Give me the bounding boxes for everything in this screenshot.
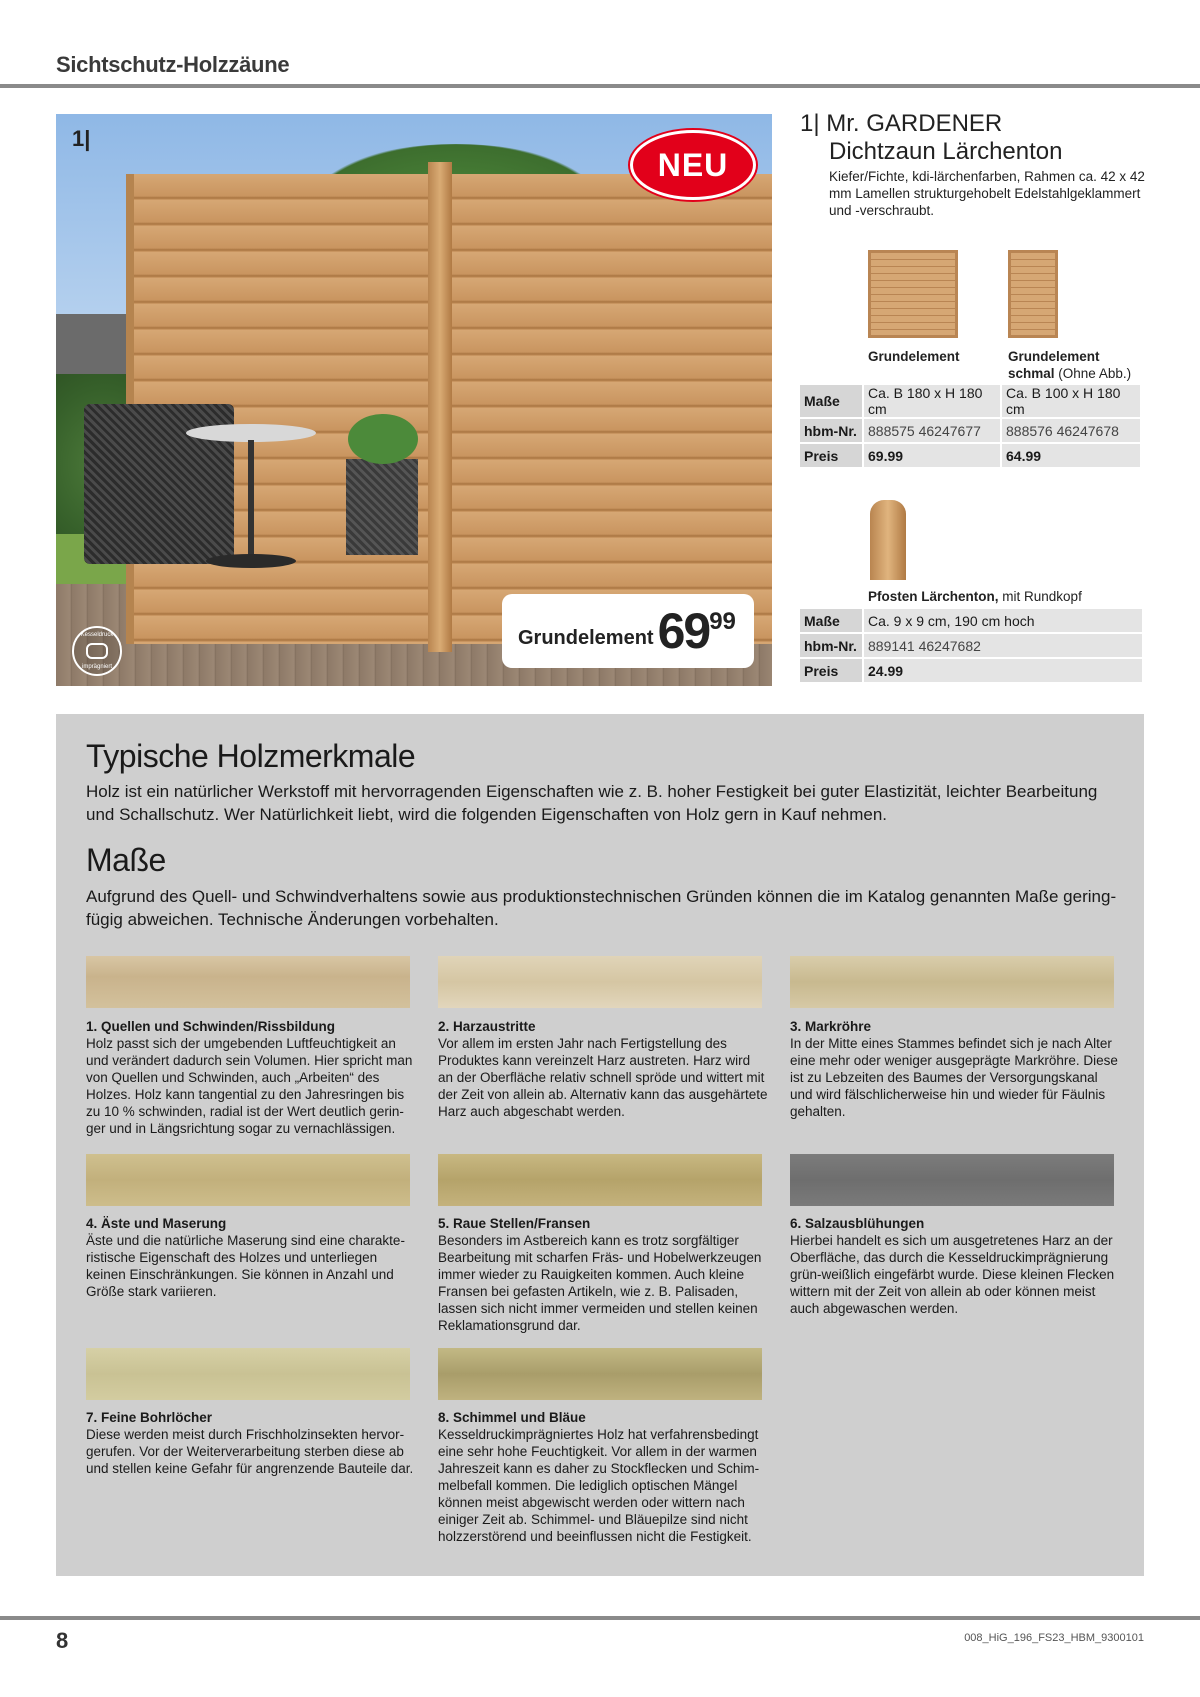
property-text: Diese werden meist durch Frischholzinsekten hervorgerufen. Vor der Weiterverarbeitung sterben diese ab und stellen keine Gefahr für angrenzende Bauteile dar. <box>86 1427 414 1476</box>
plant-pot <box>346 459 418 555</box>
property-title: 4. Äste und Maserung <box>86 1216 227 1231</box>
spec-key: Maße <box>800 609 862 632</box>
price-tag-label: Grundelement <box>518 626 654 649</box>
property-text: Äste und die natürliche Maserung sind eine charakteristische Eigenschaft des Holzes und unterliegen keinen Einschränkungen. Sie können in Anzahl und Größe stark variieren. <box>86 1233 405 1299</box>
property-item <box>438 1018 768 1120</box>
spec-value: 888576 46247678 <box>1002 419 1140 442</box>
spec-value: Ca. B 100 x H 180 cm <box>1002 385 1140 417</box>
wood-sample-mould <box>438 1348 762 1400</box>
property-item <box>790 1018 1120 1120</box>
spec-table-fence <box>798 383 1142 469</box>
property-item <box>438 1215 768 1334</box>
product-title: Dichtzaun Lärchenton <box>829 138 1063 165</box>
property-title: 8. Schimmel und Bläue <box>438 1410 586 1425</box>
table-row <box>800 419 1140 442</box>
property-title: 7. Feine Bohrlöcher <box>86 1410 213 1425</box>
wood-sample-salt <box>790 1154 1114 1206</box>
wood-sample-resin <box>438 956 762 1008</box>
column-head-grundelement: Grundelement <box>868 349 960 364</box>
wood-sample-pith <box>790 956 1114 1008</box>
seal-text-bottom: imprägniert <box>81 664 112 670</box>
bistro-table-leg <box>248 440 254 560</box>
page-number: 8 <box>56 1628 69 1653</box>
property-item <box>86 1018 416 1137</box>
bistro-table-base <box>206 554 296 568</box>
table-row <box>800 385 1140 417</box>
heading-dimensions: Maße <box>86 842 166 878</box>
column-head-text-line2: schmal <box>1008 366 1055 381</box>
property-title: 6. Salzausblühungen <box>790 1216 925 1231</box>
table-row <box>800 634 1142 657</box>
spec-key: hbm-Nr. <box>800 419 862 442</box>
spec-price: 24.99 <box>864 659 1142 682</box>
thumbnail-post <box>870 500 906 580</box>
property-text: Hierbei handelt es sich um ausgetretenes Harz an der Oberfläche, das durch die Kesseldruckimprägnierung grün-weißlich eingefärbt wurde. Diese kleinen Flecken wittern mit der Zeit von allein ab oder können meist auch abgewaschen werden. <box>790 1233 1115 1316</box>
property-item <box>790 1215 1120 1317</box>
heading-wood-characteristics: Typische Holzmerkmale <box>86 738 416 774</box>
catalog-code: 008_HiG_196_FS23_HBM_9300101 <box>964 1632 1144 1644</box>
paragraph-wood-characteristics: Holz ist ein natürlicher Werkstoff mit hervorragenden Eigenschaften wie z. B. hoher Festigkeit bei guter Elastizität, leichter Bearbeitung und Schallschutz. Wer Natürlichkeit liebt, wird die folgenden Eigenschaften von Holz gern in Kauf nehmen. <box>86 782 1098 824</box>
property-title: 2. Harzaustritte <box>438 1019 536 1034</box>
header-divider <box>0 84 1200 88</box>
property-item <box>86 1215 416 1300</box>
fence-post <box>428 162 452 652</box>
table-row <box>800 444 1140 467</box>
spec-value: Ca. 9 x 9 cm, 190 cm hoch <box>864 609 1142 632</box>
impregnation-seal-icon <box>72 626 122 676</box>
thumbnail-grundelement <box>868 250 958 338</box>
property-text: In der Mitte eines Stammes befindet sich je nach Alter eine mehr oder weniger ausgeprägte Markröhre. Diese ist zu Lebzeiten des Baumes der Versorgungskanal und wird fälschlicherweise hin und wieder für Fäulnis gehalten. <box>790 1036 1118 1119</box>
price-tag-cents: 99 <box>709 608 736 635</box>
post-head-text: Pfosten Lärchenton, <box>868 589 999 604</box>
seal-text-top: Kesseldruck <box>80 632 114 638</box>
new-badge-text: NEU <box>657 146 729 183</box>
spec-key: Preis <box>800 444 862 467</box>
spec-table-post <box>798 607 1144 684</box>
price-tag <box>502 594 754 668</box>
footer-divider <box>0 1616 1200 1620</box>
property-item <box>438 1409 768 1545</box>
spec-key: Maße <box>800 385 862 417</box>
property-text: Besonders im Astbereich kann es trotz sorgfältiger Bearbeitung mit scharfen Fräs- und Hobelwerkzeugen immer wieder zu Rauigkeiten kommen. Auch kleine Fransen bei gefasten Artikeln, wie z. B. Palisaden, lassen sich nicht immer vermeiden und stellen keinen Reklamationsgrund dar. <box>438 1233 762 1333</box>
column-head-note: (Ohne Abb.) <box>1058 366 1132 381</box>
price-tag-euros: 69 <box>657 603 710 659</box>
spec-value: Ca. B 180 x H 180 cm <box>864 385 1000 417</box>
post-head-note: mit Rundkopf <box>1002 589 1082 604</box>
column-head-grundelement-schmal <box>1008 348 1131 382</box>
section-title: Sichtschutz-Holzzäune <box>56 52 290 77</box>
spec-key: hbm-Nr. <box>800 634 862 657</box>
wood-sample-cracks <box>86 956 410 1008</box>
thumbnail-grundelement-schmal <box>1008 250 1058 338</box>
property-text: Vor allem im ersten Jahr nach Fertigstellung des Produktes kann vereinzelt Harz austreten. Harz wird an der Oberfläche relativ schnell spröde und wittert mit der Zeit von allein ab. Alternativ kann das ausgehärtete Harz auch abgeschabt werden. <box>438 1036 768 1119</box>
spec-value: 889141 46247682 <box>864 634 1142 657</box>
product-brand: 1| Mr. GARDENER <box>800 110 1003 137</box>
table-row <box>800 609 1142 632</box>
product-description: Kiefer/Fichte, kdi-lärchenfarben, Rahmen ca. 42 x 42 mm Lamellen strukturgehobelt Edelstahlgeklammert und -verschraubt. <box>829 169 1145 218</box>
spec-value: 888575 46247677 <box>864 419 1000 442</box>
property-title: 1. Quellen und Schwinden/Rissbildung <box>86 1019 336 1034</box>
property-title: 3. Markröhre <box>790 1019 872 1034</box>
spec-price: 64.99 <box>1002 444 1140 467</box>
wood-sample-knots <box>86 1154 410 1206</box>
property-text: Holz passt sich der umgebenden Luftfeuchtigkeit an und verändert dadurch sein Volumen. Hier spricht man von Quellen und Schwinden, auch „Arbeiten“ des Holzes. Holz kann tangential zu den Jahresringen bis zu 10 % schwinden, radial ist der Wert deutlich geringer und in Längsrichtung sogar zu vernachlässigen. <box>86 1036 413 1136</box>
property-text: Kesseldruckimprägniertes Holz hat verfahrensbedingt eine sehr hohe Feuchtigkeit. Vor allem in der warmen Jahreszeit kann es daher zu Stockflecken und Schimmelbefall kommen. Die lediglich optischen Mängel können meist abgewischt werden oder wittern nach einiger Zeit ab. Schimmel- und Bläuepilze sind nicht holzzerstörend und beeinflussen nicht die Festigkeit. <box>438 1427 760 1544</box>
hero-number-label: 1| <box>72 126 91 151</box>
table-row <box>800 659 1142 682</box>
potted-plant <box>348 414 418 464</box>
wood-sample-boreholes <box>86 1348 410 1400</box>
new-badge <box>630 130 756 200</box>
property-item <box>86 1409 416 1477</box>
property-title: 5. Raue Stellen/Fransen <box>438 1216 591 1231</box>
paragraph-dimensions: Aufgrund des Quell- und Schwindverhaltens sowie aus produktionstechnischen Gründen können die im Katalog genannten Maße geringfügig abweichen. Technische Änderungen vorbehalten. <box>86 887 1117 929</box>
spec-price: 69.99 <box>864 444 1000 467</box>
seal-tank-icon <box>86 643 108 659</box>
column-head-text: Grundelement <box>1008 349 1100 364</box>
wood-sample-rough <box>438 1154 762 1206</box>
spec-key: Preis <box>800 659 862 682</box>
column-head-post <box>868 588 1082 605</box>
